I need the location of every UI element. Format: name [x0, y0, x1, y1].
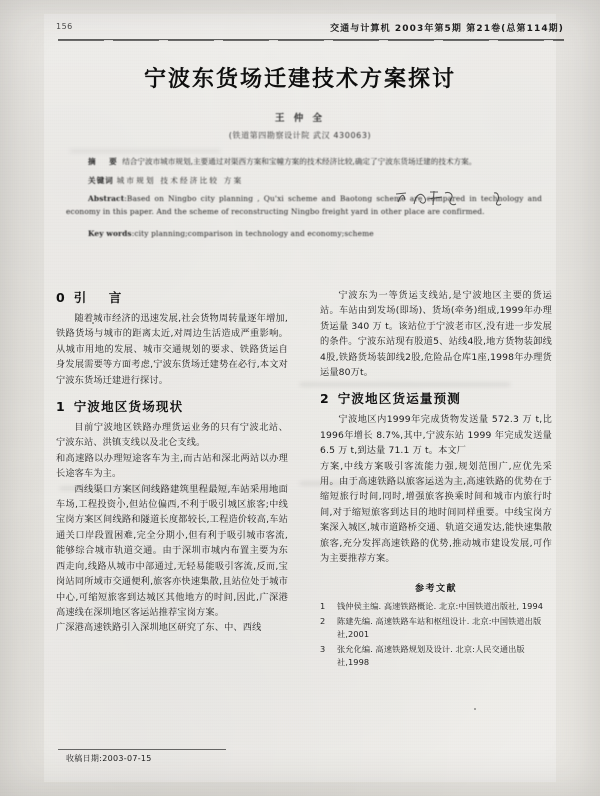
- reference-text: 钱仲侯主编. 高速铁路概论. 北京:中国铁道出版社, 1994: [337, 600, 544, 611]
- reference-number: 2: [320, 615, 326, 626]
- paragraph: 宁波东为一等货运支线站,是宁波地区主要的货运站。车站由到发场(即场)、货场(牵务)组成,1999年办理货运量 340 万 t。该站位于宁波老市区,没有进一步发展的条件。宁波东站现有股道5、站线4股,地方货物装卸线4股,铁路货场装卸线2股,危险品仓库1座,1998年办理货运量80万t。: [320, 290, 552, 379]
- abstract-block: [66, 155, 542, 241]
- received-label: 收稿日期:: [66, 754, 103, 763]
- left-column: [56, 288, 288, 740]
- keywords-label: 关键词: [88, 175, 114, 185]
- paragraph: 宁波地区内1999年完成货物发送量 572.3 万 t,比1996年增长 8.7%,其中,宁波东站 1999 年完成发送量 6.5 万 t,到达量 71.1 万 t。本文厂: [320, 414, 552, 457]
- abstract-text: 结合宁波市城市规划,主要通过对渠西方案和宝幢方案的技术经济比较,确定了宁波东货场迁建的技术方案。: [122, 157, 477, 166]
- paragraph: 广深港高速铁路引入深圳地区研究了东、中、西线: [56, 622, 262, 634]
- author-name: 王 仲 全: [274, 113, 326, 124]
- section-number-0: 0: [56, 290, 65, 305]
- english-keywords-label: Key words: [88, 229, 132, 239]
- article-title: 宁波东货场迁建技术方案探讨: [143, 67, 456, 92]
- english-abstract-block: [66, 193, 542, 241]
- body-columns: [56, 288, 552, 740]
- reference-item: [320, 615, 552, 641]
- chinese-keywords: [66, 174, 542, 188]
- english-keywords: [66, 227, 542, 241]
- paragraph: 随着城市经济的迅速发展,社会货物周转量逐年增加,铁路货场与城市的距离太近,对周边生活造成严重影响。从城市用地的发展、城市交通规划的要求、铁路货运自身发展需要等方面考虑,宁波东货场迁建势在必行,本文对宁波东货场迁建进行探讨。: [56, 313, 288, 386]
- right-column: [320, 288, 552, 740]
- section-title-2: 宁波地区货运量预测: [337, 391, 462, 407]
- english-abstract: [66, 193, 542, 218]
- section-number-2: 2: [320, 391, 329, 407]
- received-date-note: [66, 753, 152, 764]
- author-affiliation: (铁道第四勘察设计院 武汉 430063): [228, 131, 372, 140]
- running-head: [48, 22, 564, 38]
- section-number-1: 1: [56, 399, 65, 415]
- paragraph: 目前宁波地区铁路办理货运业务的只有宁波北站、宁波东站、洪镇支线以及北仑支线。: [56, 422, 288, 449]
- paragraph: 西线渠口方案区间线路建筑里程最短,车站采用地面车场,工程投资小,但站位偏西,不利于吸引城区旅客;中线宝岗方案区间线路和隧道长度都较长,工程造价较高,车站通关口岸段置困难,完全分期小,但有利于吸引城市客流,能够综合城市轨道交通。由于深圳市城内布置主要为东西走向,线路从城市中部通过,无轻易能吸引客流,反而,宝岗站同所域市交通便利,旅客亦快速集散,且站位处于城市中心,可缩短旅客到达城区其他地方的时间,因此,广深港高速线在深圳地区客运站推荐宝岗方案。: [56, 483, 288, 618]
- english-abstract-label: Abstract: [88, 194, 125, 204]
- section-heading-0: [56, 288, 288, 306]
- reference-item: [320, 643, 552, 669]
- reference-item: [320, 600, 552, 613]
- paragraph: 和高速路以办理短途客车为主,而古站和深北两站以办理长途客车为主。: [56, 452, 288, 480]
- references-heading: 参考文献: [414, 583, 457, 594]
- section-title-1: 宁波地区货场现状: [73, 399, 184, 415]
- keywords-text: 城市规划 技术经济比较 方案: [116, 175, 244, 185]
- abstract-label: 摘 要: [88, 157, 120, 166]
- section-heading-2: [320, 389, 552, 407]
- section-title-0: 引 言: [73, 290, 127, 305]
- references-list: [320, 600, 552, 670]
- footnote-rule: [58, 749, 226, 750]
- reference-number: 3: [320, 644, 326, 655]
- reference-number: 1: [320, 600, 326, 611]
- received-date: 2003-07-15: [102, 754, 152, 763]
- chinese-abstract: [66, 155, 542, 169]
- section-heading-1: [56, 397, 288, 415]
- running-head-rule: [58, 39, 564, 40]
- english-keywords-text: :city planning;comparison in technology and economy;scheme: [131, 229, 374, 239]
- reference-text: 张允化编. 高速铁路规划及设计. 北京:人民交通出版社,1998: [337, 644, 525, 668]
- folio-page-number: 156: [56, 22, 73, 31]
- paragraph: 方案,中线方案吸引客流能力强,规划范围广,应优先采用。由于高速铁路以旅客运送为主,高速铁路的优势在于缩短旅行时间,同时,增强旅客换乘时间和城市内旅行时间,对于缩短旅客到达目的地时间同样重要。中线宝岗方案深入城区,城市道路桥交通、轨道交通发达,能快速集散旅客,充分发挥高速铁路的优势,推动城市建设发展,可作为主要推荐方案。: [320, 460, 552, 565]
- reference-text: 陈建先编. 高速铁路车站和枢纽设计. 北京:中国铁道出版社,2001: [337, 615, 542, 639]
- journal-citation-line: 交通与计算机 2003年第5期 第21卷(总第114期): [330, 24, 564, 34]
- english-abstract-text: :Based on Ningbo city planning , Qu'xi scheme and Baotong scheme are compared in technology and economy in this paper. And the scheme of reconstructing Ningbo freight yard in other place are confirmed.: [66, 194, 542, 216]
